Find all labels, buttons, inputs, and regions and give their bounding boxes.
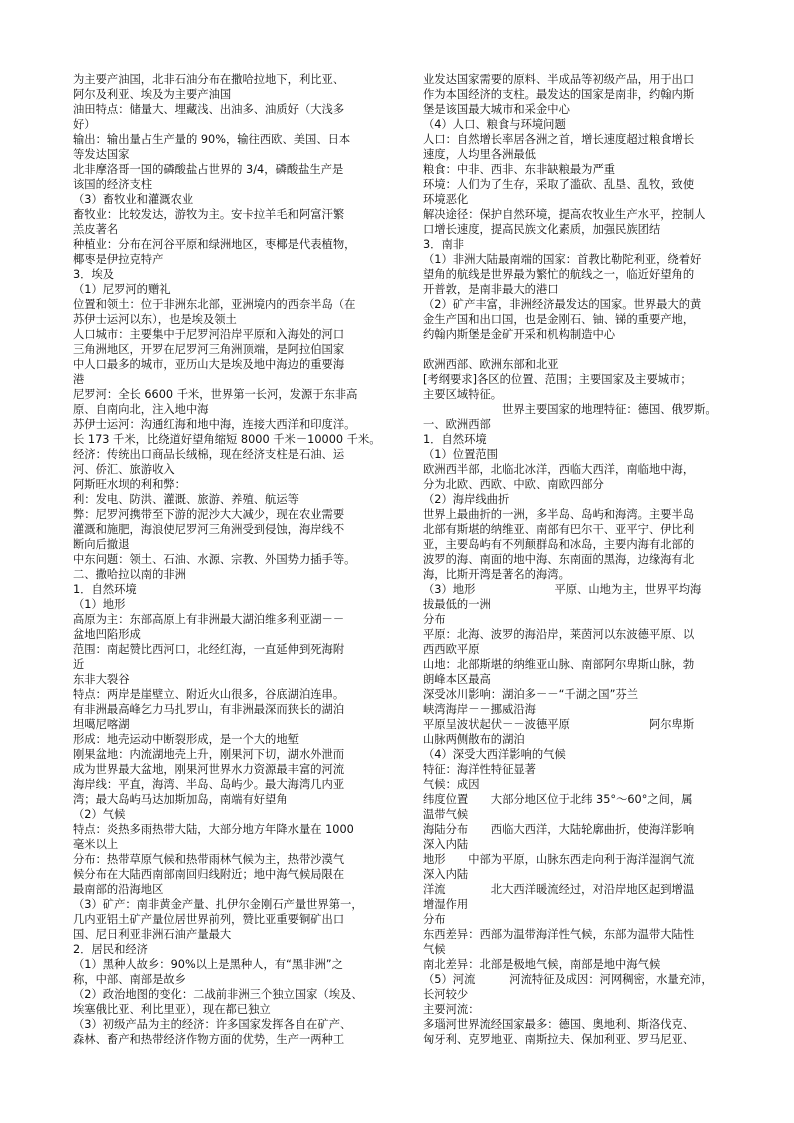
- text-line: （1）尼罗河的赠礼: [73, 283, 171, 296]
- text-line: （1）非洲大陆最南端的国家：首教比勒陀利亚，绕着好: [423, 253, 702, 266]
- text-line: 种植业：分布在河谷平原和绿洲地区，枣椰是代表植物，: [73, 238, 356, 251]
- text-line: 毫米以上: [73, 838, 119, 851]
- text-line: 中人口最多的城市，亚历山大是埃及地中海边的重要海: [73, 358, 345, 371]
- text-line: 平原呈波状起伏－－波德平原 阿尔卑斯: [423, 718, 695, 731]
- text-line: 深入内陆: [423, 868, 469, 881]
- text-line: 2．居民和经济: [73, 943, 148, 956]
- text-line: 速度，人均里各洲最低: [423, 148, 536, 161]
- text-line: 位置和领土：位于非洲东北部，亚洲境内的西奈半岛（在: [73, 298, 356, 311]
- text-line: 最南部的沿海地区: [73, 883, 164, 896]
- text-line: 峡湾海岸－－挪威沿海: [423, 703, 536, 716]
- text-line: 环境：人们为了生存，采取了滥砍、乱垦、乱牧，致使: [423, 178, 695, 191]
- text-line: 好）: [73, 118, 96, 131]
- text-line: （3）畜牧业和灌溉农业: [73, 193, 194, 206]
- text-line: 高原为主：东部高原上有非洲最大湖泊维多利亚湖－－: [73, 613, 345, 626]
- text-line: 业发达国家需要的原料、半成品等初级产品，用于出口: [423, 73, 695, 86]
- text-line: 粮食：中非、西非、东非缺粮最为严重: [423, 163, 616, 176]
- text-line: 平原：北海、波罗的海沿岸，莱茵河以东波德平原、以: [423, 628, 695, 641]
- text-line: 近: [73, 658, 85, 671]
- text-line: 国、尼日利亚非洲石油产量最大: [73, 928, 232, 941]
- text-line: 断向后撤退: [73, 538, 130, 551]
- text-line: 阿斯旺水坝的利和弊：: [73, 478, 186, 491]
- text-line: [423, 342, 745, 357]
- text-line: （1）黑种人故乡：90%以上是黑种人，有“黑非洲”之: [73, 958, 343, 971]
- text-line: 一、欧洲西部: [423, 418, 491, 431]
- text-line: 候分布在大陆西南部南回归线附近；地中海气候局限在: [73, 868, 345, 881]
- text-line: 洋流 北大西洋暖流经过，对沿岸地区起到增温: [423, 883, 695, 896]
- text-line: 特征：海洋性特征显著: [423, 763, 536, 776]
- text-line: 亚，主要岛屿有不列颠群岛和冰岛，主要内海有北部的: [423, 538, 695, 551]
- text-line: 1．自然环境: [423, 433, 487, 446]
- text-line: 几内亚铝土矿产量位居世界前列，赞比亚重要铜矿出口: [73, 913, 345, 926]
- text-line: 阿尔及利亚、埃及为主要产油国: [73, 88, 232, 101]
- text-line: 海，比斯开湾是著名的海湾。: [423, 568, 570, 581]
- text-line: （1）地形: [73, 598, 126, 611]
- text-line: 开普敦，是南非最大的港口: [423, 283, 559, 296]
- text-line: 温带气候: [423, 808, 469, 821]
- text-line: （3）矿产：南非黄金产量、扎伊尔金刚石产量世界第一，: [73, 898, 363, 911]
- text-line: 苏伊士运河以东），也是埃及领土: [73, 313, 237, 326]
- text-line: 口增长速度，提高民族文化素质，加强民族团结: [423, 223, 661, 236]
- text-line: 人口：自然增长率居各洲之首，增长速度超过粮食增长: [423, 133, 695, 146]
- text-line: 范围：南起赞比西河口，北经红海，一直延伸到死海附: [73, 643, 345, 656]
- text-line: （4）人口、粮食与环境问题: [423, 118, 566, 131]
- text-line: 增湿作用: [423, 898, 469, 911]
- text-line: 苏伊士运河：沟通红海和地中海，连接大西洋和印度洋。: [73, 418, 356, 431]
- text-line: 灌溉和施肥，海浪使尼罗河三角洲受到侵蚀，海岸线不: [73, 523, 345, 536]
- text-line: 山脉两侧散布的湖泊: [423, 733, 525, 746]
- text-line: 北部有斯堪的纳维亚、南部有巴尔干、亚平宁、伊比利: [423, 523, 695, 536]
- text-line: 利：发电、防洪、灌溉、旅游、养殖、航运等: [73, 493, 299, 506]
- text-line: 分布: [423, 613, 446, 626]
- text-line: 港: [73, 373, 85, 386]
- text-line: 匈牙利、克罗地亚、南斯拉夫、保加利亚、罗马尼亚、: [423, 1033, 695, 1046]
- text-line: 河、侨汇、旅游收入: [73, 463, 175, 476]
- text-line: 约翰内斯堡是金矿开采和机构制造中心: [423, 328, 616, 341]
- text-line: 东西差异：西部为温带海洋性气候，东部为温带大陆性: [423, 928, 695, 941]
- text-line: 解决途径：保护自然环境，提高农牧业生产水平，控制人: [423, 208, 706, 221]
- text-line: 经济：传统出口商品长绒棉，现在经济支柱是石油、运: [73, 448, 345, 461]
- text-line: （2）矿产丰富，非洲经济最发达的国家。世界最大的黄: [423, 298, 702, 311]
- text-line: 3．埃及: [73, 268, 115, 281]
- text-line: （5）河流 河流特征及成因：河网稠密，水量充沛，: [423, 973, 713, 986]
- text-line: 该国的经济支柱: [73, 178, 153, 191]
- text-line: 等发达国家: [73, 148, 130, 161]
- text-line: 特点：两岸是崖壁立、附近火山很多，谷底湖泊连串。: [73, 688, 345, 701]
- text-line: 椰枣是伊拉克特产: [73, 253, 164, 266]
- text-line: 气候: [423, 943, 446, 956]
- text-line: （4）深受大西洋影响的气候: [423, 748, 566, 761]
- text-line: 弊：尼罗河携带至下游的泥沙大大减少，现在农业需要: [73, 508, 345, 521]
- text-line: 纬度位置 大部分地区位于北纬 35°～60°之间，属: [423, 793, 693, 806]
- text-line: 输出：输出量占生产量的 90%，输往西欧、美国、日本: [73, 133, 351, 146]
- text-line: 为主要产油国，北非石油分布在撒哈拉地下，利比亚、: [73, 73, 345, 86]
- text-line: （2）政治地图的变化：二战前非洲三个独立国家（埃及、: [73, 988, 363, 1001]
- text-line: 拔最低的一洲: [423, 598, 491, 611]
- text-line: 多瑙河世界流经国家最多：德国、奥地利、斯洛伐克、: [423, 1018, 695, 1031]
- text-line: 西西欧平原: [423, 643, 480, 656]
- text-line: 深入内陆: [423, 838, 469, 851]
- text-line: 特点：炎热多雨热带大陆，大部分地方年降水量在 1000: [73, 823, 354, 836]
- text-line: 分为北欧、西欧、中欧、南欧四部分: [423, 478, 604, 491]
- text-line: 环境恶化: [423, 193, 469, 206]
- text-line: 称，中部、南部是故乡: [73, 973, 186, 986]
- text-line: 有非洲最高峰乞力马扎罗山，有非洲最深而狭长的湖泊: [73, 703, 345, 716]
- text-line: （2）海岸线曲折: [423, 493, 510, 506]
- text-line: 望角的航线是世界最为繁忙的航线之一，临近好望角的: [423, 268, 695, 281]
- text-line: 分布: [423, 913, 446, 926]
- text-line: 1．自然环境: [73, 583, 137, 596]
- text-line: 盆地凹陷形成: [73, 628, 141, 641]
- text-line: 长河较少: [423, 988, 469, 1001]
- text-line: 3．南非: [423, 238, 465, 251]
- right-column: [423, 72, 745, 1047]
- text-line: 坦噶尼喀湖: [73, 718, 130, 731]
- text-line: 羔皮著名: [73, 223, 119, 236]
- text-line: 山地：北部斯堪的纳维亚山脉、南部阿尔卑斯山脉，勃: [423, 658, 695, 671]
- text-line: 森林、畜产和热带经济作物方面的优势，生产一两种工: [73, 1033, 345, 1046]
- text-line: 波罗的海、南面的地中海、东南面的黑海，边缘海有北: [423, 553, 695, 566]
- text-line: 作为本国经济的支柱。最发达的国家是南非，约翰内斯: [423, 88, 695, 101]
- text-line: 世界上最曲折的一洲，多半岛、岛屿和海湾。主要半岛: [423, 508, 695, 521]
- text-line: 原、自南向北，注入地中海: [73, 403, 209, 416]
- text-line: 海陆分布 西临大西洋，大陆轮廓曲折，使海洋影响: [423, 823, 695, 836]
- text-line: 尼罗河：全长 6600 千米，世界第一长河，发源于东非高: [73, 388, 358, 401]
- text-line: 气候：成因: [423, 778, 480, 791]
- text-line: 世界主要国家的地理特征：德国、俄罗斯。: [423, 403, 717, 416]
- text-line: 南北差异：北部是极地气候，南部是地中海气候: [423, 958, 661, 971]
- text-line: 欧洲西半部，北临北冰洋，西临大西洋，南临地中海，: [423, 463, 695, 476]
- text-line: 二、撒哈拉以南的非洲: [73, 568, 186, 581]
- text-line: 主要区域特征。: [423, 388, 503, 401]
- text-line: 分布：热带草原气候和热带雨林气候为主，热带沙漠气: [73, 853, 345, 866]
- text-line: 堡是该国最大城市和采金中心: [423, 103, 570, 116]
- text-line: 三角洲地区，开罗在尼罗河三角洲顶端，是阿拉伯国家: [73, 343, 345, 356]
- text-line: 中东问题：领土、石油、水源、宗教、外国势力插手等。: [73, 553, 356, 566]
- text-line: 埃塞俄比亚、利比里亚），现在都已独立: [73, 1003, 271, 1016]
- text-line: 刚果盆地：内流湖地壳上升，刚果河下切，湖水外泄而: [73, 748, 345, 761]
- text-line: 北非摩洛哥一国的磷酸盐占世界的 3/4，磷酸盐生产是: [73, 163, 344, 176]
- left-column: [73, 72, 395, 1047]
- text-line: 湾；最大岛屿马达加斯加岛，南端有好望角: [73, 793, 288, 806]
- text-line: （2）气候: [73, 808, 126, 821]
- text-line: 海岸线：平直，海湾、半岛、岛屿少。最大海湾几内亚: [73, 778, 345, 791]
- text-line: [考纲要求]各区的位置、范围；主要国家及主要城市；: [423, 373, 692, 386]
- text-line: 成为世界最大盆地，刚果河世界水力资源最丰富的河流: [73, 763, 345, 776]
- text-line: 金生产国和出口国，也是金刚石、铀、锑的重要产地，: [423, 313, 695, 326]
- text-line: 深受冰川影响：湖泊多－－“千湖之国”芬兰: [423, 688, 639, 701]
- text-line: 东非大裂谷: [73, 673, 130, 686]
- text-line: 油田特点：储量大、埋藏浅、出油多、油质好（大浅多: [73, 103, 345, 116]
- text-line: 人口城市：主要集中于尼罗河沿岸平原和入海处的河口: [73, 328, 345, 341]
- text-line: 朗峰本区最高: [423, 673, 491, 686]
- text-line: 地形 中部为平原，山脉东西走向利于海洋湿润气流: [423, 853, 695, 866]
- text-line: 形成：地壳运动中断裂形成，是一个大的地堑: [73, 733, 299, 746]
- text-line: （3）地形 平原、山地为主，世界平均海: [423, 583, 702, 596]
- text-line: （3）初级产品为主的经济：许多国家发挥各自在矿产、: [73, 1018, 352, 1031]
- text-line: （1）位置范围: [423, 448, 498, 461]
- text-line: 主要河流：: [423, 1003, 480, 1016]
- text-line: 畜牧业：比较发达，游牧为主。安卡拉羊毛和阿富汗繁: [73, 208, 345, 221]
- text-line: 欧洲西部、欧洲东部和北亚: [423, 358, 559, 371]
- text-line: 长 173 千米，比绕道好望角缩短 8000 千米－10000 千米。: [73, 433, 381, 446]
